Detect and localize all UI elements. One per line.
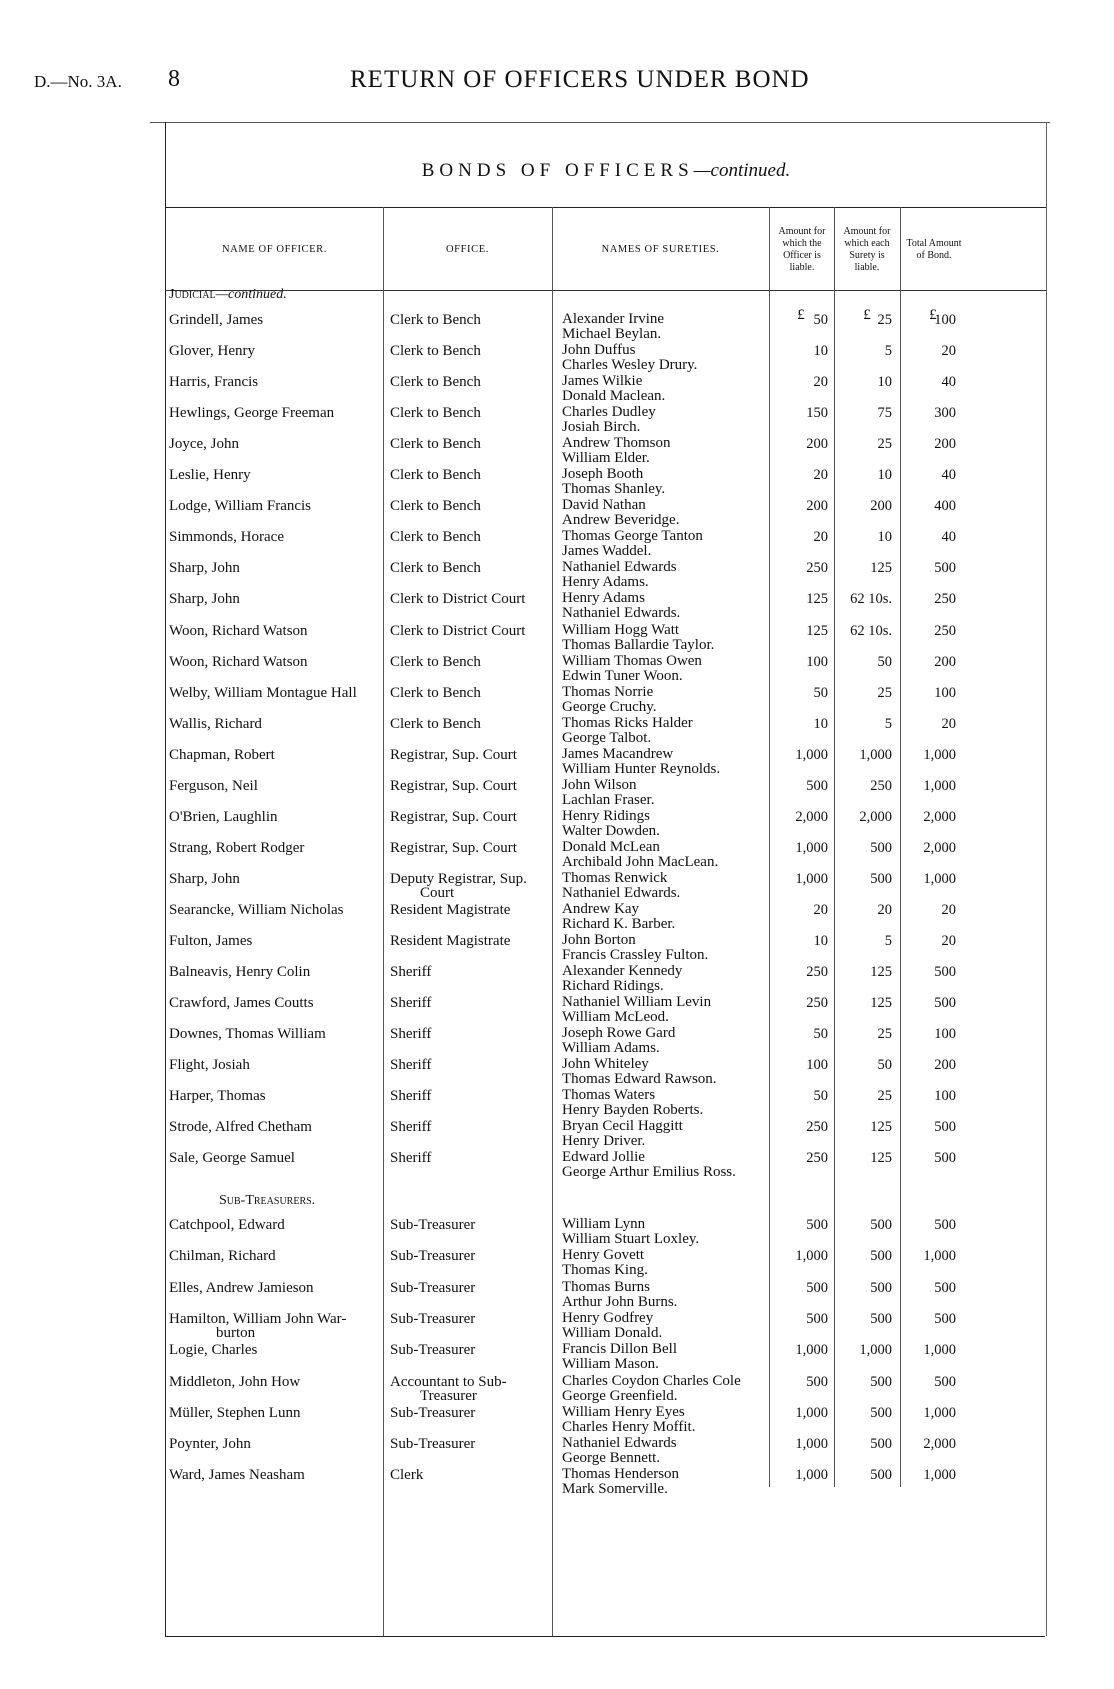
amount-officer: 20	[813, 374, 828, 391]
officer-name: Crawford, James Coutts	[169, 995, 314, 1012]
office: Sheriff	[390, 1119, 432, 1136]
header-sureties: NAMES OF SURETIES.	[601, 244, 720, 255]
amount-officer: 50	[813, 684, 828, 701]
amount-officer: 10	[813, 933, 828, 949]
surety-first: Thomas Henderson	[562, 1466, 680, 1483]
amount-surety: 125	[870, 995, 892, 1012]
amount-surety: 5	[884, 933, 892, 949]
office: Deputy Registrar, Sup.	[390, 870, 527, 887]
header-officer-amount: Amount for which the Officer is liable.	[778, 226, 826, 273]
office: Sheriff	[390, 995, 432, 1012]
surety-first: Joseph Rowe Gard	[562, 1025, 676, 1042]
surety-second: Josiah Birch.	[562, 419, 641, 436]
surety-second: William Mason.	[562, 1356, 659, 1373]
surety-second: Thomas Ballardie Taylor.	[562, 636, 715, 653]
surety-second: Donald Maclean.	[562, 388, 666, 405]
officer-name: Chapman, Robert	[169, 746, 275, 763]
officer-name: Fulton, James	[169, 933, 253, 949]
amount-surety: 25	[877, 1088, 892, 1105]
header-office: OFFICE.	[445, 244, 489, 255]
header-name: NAME OF OFFICER.	[222, 244, 327, 255]
amount-surety: 25	[877, 312, 892, 328]
office: Sheriff	[390, 1150, 432, 1167]
officer-name: Flight, Josiah	[169, 1057, 250, 1074]
officer-name: Middleton, John How	[169, 1373, 301, 1390]
office: Sheriff	[390, 1026, 432, 1043]
officer-name: Leslie, Henry	[169, 467, 251, 484]
amount-total: 500	[934, 995, 956, 1012]
surety-first: John Duffus	[562, 342, 636, 359]
amount-surety: 5	[884, 715, 892, 732]
office: Sub-Treasurer	[390, 1436, 476, 1453]
officer-name: Joyce, John	[169, 436, 239, 453]
amount-officer: 200	[806, 436, 828, 453]
surety-first: Thomas Norrie	[562, 683, 654, 700]
amount-officer: 20	[813, 901, 828, 918]
office: Sub-Treasurer	[390, 1279, 476, 1296]
surety-first: Thomas Renwick	[562, 869, 668, 886]
surety-second: Lachlan Fraser.	[562, 791, 655, 808]
column-divider	[552, 207, 553, 1636]
surety-second: Henry Adams.	[562, 574, 649, 591]
amount-surety: 125	[870, 1119, 892, 1136]
officer-name: O'Brien, Laughlin	[169, 808, 278, 825]
amount-total: 2,000	[923, 808, 956, 825]
amount-surety: 500	[870, 1404, 892, 1421]
amount-officer: 125	[806, 622, 828, 639]
amount-surety: 2,000	[859, 808, 892, 825]
surety-second: William Hunter Reynolds.	[562, 760, 721, 777]
section-title	[219, 1193, 315, 1209]
amount-officer: 50	[813, 312, 828, 328]
officer-name: Chilman, Richard	[169, 1248, 276, 1265]
surety-first: Henry Godfrey	[562, 1309, 654, 1326]
amount-total: 500	[934, 1150, 956, 1167]
surety-first: Joseph Booth	[562, 466, 644, 483]
office: Sheriff	[390, 1088, 432, 1105]
amount-surety: 1,000	[859, 746, 892, 763]
surety-second: Thomas King.	[562, 1262, 648, 1279]
surety-first: William Hogg Watt	[562, 621, 680, 638]
surety-second: Richard K. Barber.	[562, 915, 676, 932]
amount-officer: 100	[806, 653, 828, 670]
surety-second: Henry Bayden Roberts.	[562, 1102, 704, 1119]
surety-first: William Lynn	[562, 1216, 646, 1232]
office: Clerk to Bench	[390, 374, 481, 391]
table-caption	[166, 160, 1046, 182]
amount-total: 500	[934, 964, 956, 981]
amount-surety: 500	[870, 1217, 892, 1233]
surety-second: William Donald.	[562, 1324, 663, 1341]
table-caption-suffix: —continued.	[693, 160, 791, 181]
header-rule	[166, 207, 1046, 208]
surety-second: Thomas Edward Rawson.	[562, 1071, 717, 1088]
officer-name: Hewlings, George Freeman	[169, 405, 335, 422]
surety-first: Donald McLean	[562, 838, 660, 855]
amount-surety: 500	[870, 1436, 892, 1453]
amount-surety: 125	[870, 1150, 892, 1167]
office: Resident Magistrate	[390, 901, 511, 918]
office: Clerk to Bench	[390, 529, 481, 546]
amount-surety: 500	[870, 1467, 892, 1484]
amount-total: 20	[941, 343, 956, 360]
section-title-text: Judicial	[169, 287, 216, 302]
surety-first: Charles Coydon Charles Cole	[562, 1372, 741, 1389]
bottom-rule	[165, 1636, 1045, 1637]
amount-officer: 10	[813, 343, 828, 360]
office: Sub-Treasurer	[390, 1217, 476, 1233]
amount-officer: 500	[806, 1373, 828, 1390]
surety-first: Andrew Kay	[562, 900, 640, 917]
amount-officer: 500	[806, 1217, 828, 1233]
amount-total: 200	[934, 1057, 956, 1074]
office: Clerk to Bench	[390, 653, 481, 670]
surety-first: Charles Dudley	[562, 404, 656, 421]
section-title-suffix: —continued.	[215, 287, 287, 302]
amount-surety: 25	[877, 436, 892, 453]
surety-second: Walter Dowden.	[562, 822, 660, 839]
surety-first: James Macandrew	[562, 745, 674, 762]
amount-total: 40	[941, 529, 956, 546]
amount-surety: 200	[870, 498, 892, 515]
surety-first: Henry Adams	[562, 590, 645, 607]
surety-second: Andrew Beveridge.	[562, 512, 680, 529]
surety-second: George Cruchy.	[562, 698, 657, 715]
surety-second: William Adams.	[562, 1040, 660, 1057]
amount-surety: 1,000	[859, 1342, 892, 1359]
surety-second: George Bennett.	[562, 1450, 661, 1467]
surety-second: George Talbot.	[562, 729, 652, 746]
surety-second: Archibald John MacLean.	[562, 853, 719, 870]
officer-name: Searancke, William Nicholas	[169, 901, 344, 918]
header-total: Total Amount of Bond.	[906, 238, 962, 261]
officer-name: Lodge, William Francis	[169, 498, 312, 515]
running-head	[34, 66, 1074, 96]
officer-name: Strode, Alfred Chetham	[169, 1119, 312, 1136]
surety-first: Edward Jollie	[562, 1149, 645, 1166]
amount-surety: 25	[877, 684, 892, 701]
office: Sub-Treasurer	[390, 1310, 476, 1327]
amount-surety: 5	[884, 343, 892, 360]
amount-surety: 500	[870, 1248, 892, 1265]
amount-officer: 1,000	[795, 1404, 828, 1421]
amount-total: 500	[934, 1373, 956, 1390]
office-continued: Court	[420, 884, 455, 901]
section-title-text: Sub-Treasurers.	[219, 1193, 316, 1208]
amount-officer: 200	[806, 498, 828, 515]
amount-officer: 10	[813, 715, 828, 732]
officer-name: Simmonds, Horace	[169, 529, 284, 546]
office: Clerk to Bench	[390, 684, 481, 701]
officer-name: Welby, William Montague Hall	[169, 684, 357, 701]
currency-officer: £	[797, 307, 805, 323]
officer-name: Catchpool, Edward	[169, 1217, 285, 1233]
bonds-table	[165, 122, 1047, 1636]
amount-officer: 20	[813, 529, 828, 546]
surety-first: John Wilson	[562, 776, 637, 793]
officer-name: Sharp, John	[169, 591, 240, 608]
amount-officer: 20	[813, 467, 828, 484]
amount-surety: 500	[870, 1310, 892, 1327]
officer-name: Sharp, John	[169, 560, 240, 577]
amount-surety: 500	[870, 1373, 892, 1390]
surety-second: Nathaniel Edwards.	[562, 605, 681, 622]
surety-first: Andrew Thomson	[562, 435, 671, 452]
currency-surety: £	[863, 307, 871, 323]
amount-officer: 1,000	[795, 839, 828, 856]
amount-officer: 500	[806, 777, 828, 794]
officer-name: Harper, Thomas	[169, 1088, 266, 1105]
surety-first: Alexander Irvine	[562, 311, 665, 327]
amount-surety: 25	[877, 1026, 892, 1043]
surety-second: Thomas Shanley.	[562, 481, 666, 498]
column-divider	[834, 207, 835, 1487]
surety-first: John Whiteley	[562, 1056, 649, 1073]
officer-name: Ferguson, Neil	[169, 777, 258, 794]
table-caption-text: BONDS OF OFFICERS	[421, 160, 694, 181]
amount-total: 2,000	[923, 839, 956, 856]
officer-name: Wallis, Richard	[169, 715, 262, 732]
surety-first: Alexander Kennedy	[562, 963, 683, 980]
amount-surety: 62 10s.	[850, 591, 892, 608]
amount-total: 20	[941, 715, 956, 732]
surety-second: Nathaniel Edwards.	[562, 884, 681, 901]
surety-second: Arthur John Burns.	[562, 1293, 678, 1310]
amount-total: 500	[934, 1310, 956, 1327]
surety-second: George Arthur Emilius Ross.	[562, 1164, 736, 1181]
officer-name: Elles, Andrew Jamieson	[169, 1279, 314, 1296]
amount-total: 300	[934, 405, 956, 422]
office: Clerk to District Court	[390, 591, 526, 608]
surety-first: Henry Govett	[562, 1247, 645, 1264]
surety-second: William McLeod.	[562, 1009, 669, 1026]
amount-total: 200	[934, 653, 956, 670]
surety-first: Henry Ridings	[562, 807, 650, 824]
surety-second: Henry Driver.	[562, 1133, 646, 1150]
office: Registrar, Sup. Court	[390, 777, 517, 794]
amount-officer: 50	[813, 1088, 828, 1105]
office: Resident Magistrate	[390, 933, 511, 949]
surety-second: William Elder.	[562, 450, 650, 467]
amount-officer: 250	[806, 995, 828, 1012]
officer-name: Sale, George Samuel	[169, 1150, 295, 1167]
office: Clerk to Bench	[390, 498, 481, 515]
surety-second: Richard Ridings.	[562, 978, 664, 995]
surety-first: William Thomas Owen	[562, 652, 702, 669]
amount-surety: 500	[870, 870, 892, 887]
amount-surety: 10	[877, 529, 892, 546]
amount-officer: 125	[806, 591, 828, 608]
officer-name: Woon, Richard Watson	[169, 622, 308, 639]
officer-name: Harris, Francis	[169, 374, 259, 391]
amount-officer: 250	[806, 1150, 828, 1167]
amount-officer: 2,000	[795, 808, 828, 825]
amount-officer: 500	[806, 1310, 828, 1327]
amount-officer: 500	[806, 1279, 828, 1296]
document-code: D.—No. 3A.	[34, 72, 122, 91]
surety-first: Nathaniel Edwards	[562, 1435, 677, 1452]
amount-total: 1,000	[923, 870, 956, 887]
office: Clerk to Bench	[390, 715, 481, 732]
amount-total: 20	[941, 901, 956, 918]
amount-surety: 50	[877, 653, 892, 670]
surety-second: George Greenfield.	[562, 1387, 678, 1404]
surety-first: Francis Dillon Bell	[562, 1341, 677, 1358]
amount-total: 1,000	[923, 1248, 956, 1265]
amount-surety: 62 10s.	[850, 622, 892, 639]
amount-officer: 150	[806, 405, 828, 422]
amount-total: 100	[934, 1088, 956, 1105]
surety-first: Nathaniel Edwards	[562, 559, 677, 576]
surety-first: Bryan Cecil Haggitt	[562, 1118, 683, 1135]
amount-total: 200	[934, 436, 956, 453]
amount-surety: 10	[877, 374, 892, 391]
surety-first: Nathaniel William Levin	[562, 994, 712, 1011]
page-number: 8	[168, 66, 180, 92]
surety-first: James Wilkie	[562, 373, 643, 390]
amount-total: 250	[934, 591, 956, 608]
surety-second: Edwin Tuner Woon.	[562, 667, 683, 684]
office: Clerk	[390, 1467, 424, 1484]
amount-total: 40	[941, 374, 956, 391]
surety-second: Michael Beylan.	[562, 326, 662, 342]
surety-first: Thomas Ricks Halder	[562, 714, 693, 731]
office: Clerk to Bench	[390, 343, 481, 360]
office: Clerk to District Court	[390, 622, 526, 639]
officer-name: Grindell, James	[169, 312, 264, 328]
amount-officer: 250	[806, 560, 828, 577]
amount-total: 500	[934, 1217, 956, 1233]
officer-name: Hamilton, William John War-	[169, 1310, 347, 1327]
amount-total: 1,000	[923, 746, 956, 763]
surety-second: Mark Somerville.	[562, 1481, 668, 1498]
office: Clerk to Bench	[390, 436, 481, 453]
amount-officer: 250	[806, 1119, 828, 1136]
surety-first: Thomas Burns	[562, 1278, 650, 1295]
amount-total: 100	[934, 312, 956, 328]
surety-second: Francis Crassley Fulton.	[562, 947, 709, 963]
amount-total: 1,000	[923, 1342, 956, 1359]
office: Clerk to Bench	[390, 560, 481, 577]
office: Sub-Treasurer	[390, 1342, 476, 1359]
amount-surety: 50	[877, 1057, 892, 1074]
office: Registrar, Sup. Court	[390, 746, 517, 763]
amount-surety: 125	[870, 560, 892, 577]
amount-officer: 1,000	[795, 870, 828, 887]
amount-total: 250	[934, 622, 956, 639]
column-header-rule	[166, 290, 1046, 291]
amount-officer: 1,000	[795, 746, 828, 763]
office: Sheriff	[390, 964, 432, 981]
amount-total: 500	[934, 560, 956, 577]
amount-surety: 10	[877, 467, 892, 484]
officer-name: Logie, Charles	[169, 1342, 258, 1359]
officer-name: Sharp, John	[169, 870, 240, 887]
surety-first: John Borton	[562, 932, 636, 948]
officer-name: Balneavis, Henry Colin	[169, 964, 311, 981]
office: Sheriff	[390, 1057, 432, 1074]
amount-total: 40	[941, 467, 956, 484]
amount-total: 1,000	[923, 777, 956, 794]
office: Registrar, Sup. Court	[390, 808, 517, 825]
amount-officer: 250	[806, 964, 828, 981]
amount-surety: 250	[870, 777, 892, 794]
column-divider	[900, 207, 901, 1487]
column-divider	[383, 207, 384, 1636]
office: Sub-Treasurer	[390, 1248, 476, 1265]
column-divider	[769, 207, 770, 1487]
officer-name: Poynter, John	[169, 1436, 251, 1453]
surety-first: William Henry Eyes	[562, 1403, 685, 1420]
amount-surety: 125	[870, 964, 892, 981]
office: Sub-Treasurer	[390, 1404, 476, 1421]
officer-name: Müller, Stephen Lunn	[169, 1404, 301, 1421]
amount-total: 100	[934, 1026, 956, 1043]
office: Clerk to Bench	[390, 405, 481, 422]
amount-total: 2,000	[923, 1436, 956, 1453]
surety-second: James Waddel.	[562, 543, 652, 560]
surety-second: William Stuart Loxley.	[562, 1231, 700, 1247]
amount-surety: 500	[870, 839, 892, 856]
amount-surety: 20	[877, 901, 892, 918]
section-title	[169, 287, 287, 303]
surety-second: Charles Henry Moffit.	[562, 1418, 696, 1435]
amount-officer: 1,000	[795, 1467, 828, 1484]
officer-name: Woon, Richard Watson	[169, 653, 308, 670]
header-surety-amount: Amount for which each Surety is liable.	[843, 226, 891, 273]
surety-first: Thomas Waters	[562, 1087, 656, 1104]
page-title: RETURN OF OFFICERS UNDER BOND	[350, 66, 810, 93]
amount-total: 20	[941, 933, 956, 949]
currency-total: £	[929, 307, 937, 323]
surety-first: David Nathan	[562, 497, 646, 514]
amount-total: 1,000	[923, 1467, 956, 1484]
amount-officer: 1,000	[795, 1342, 828, 1359]
amount-total: 1,000	[923, 1404, 956, 1421]
amount-surety: 500	[870, 1279, 892, 1296]
amount-surety: 75	[877, 405, 892, 422]
office: Clerk to Bench	[390, 467, 481, 484]
officer-name: Ward, James Neasham	[169, 1467, 305, 1484]
amount-total: 500	[934, 1279, 956, 1296]
surety-first: Thomas George Tanton	[562, 528, 703, 545]
office-continued: Treasurer	[420, 1387, 477, 1404]
amount-total: 100	[934, 684, 956, 701]
amount-officer: 100	[806, 1057, 828, 1074]
amount-total: 400	[934, 498, 956, 515]
office: Clerk to Bench	[390, 312, 481, 328]
office: Accountant to Sub-	[390, 1373, 507, 1390]
amount-officer: 1,000	[795, 1436, 828, 1453]
surety-second: Charles Wesley Drury.	[562, 357, 698, 374]
office: Registrar, Sup. Court	[390, 839, 517, 856]
officer-name: Glover, Henry	[169, 343, 256, 360]
officer-name: Downes, Thomas William	[169, 1026, 326, 1043]
amount-total: 500	[934, 1119, 956, 1136]
officer-name-continued: burton	[216, 1324, 256, 1341]
amount-officer: 50	[813, 1026, 828, 1043]
officer-name: Strang, Robert Rodger	[169, 839, 305, 856]
amount-officer: 1,000	[795, 1248, 828, 1265]
